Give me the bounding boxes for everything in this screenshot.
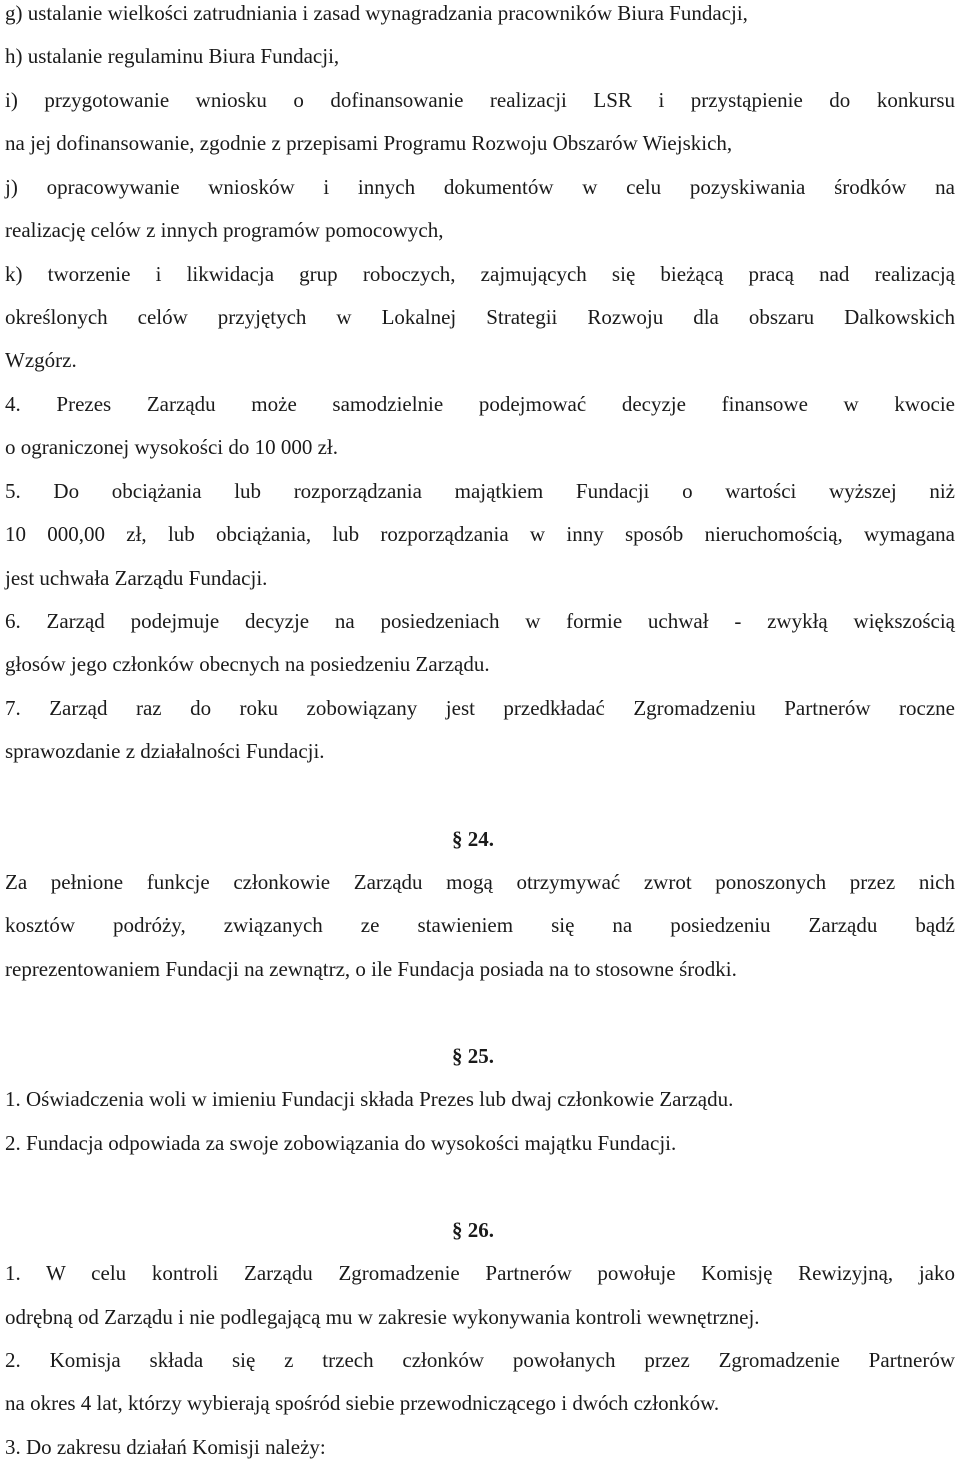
text-line: reprezentowaniem Fundacji na zewnątrz, o ile Fundacja posiada na to stosowne środki. xyxy=(5,957,737,981)
text-line: sprawozdanie z działalności Fundacji. xyxy=(5,739,325,763)
text-line: h) ustalanie regulaminu Biura Fundacji, xyxy=(5,44,340,68)
text-line: 1. W celu kontroli Zarządu Zgromadzenie Partnerów powołuje Komisję Rewizyjną, jako xyxy=(5,1261,955,1285)
text-line: Wzgórz. xyxy=(5,348,77,372)
text-line: określonych celów przyjętych w Lokalnej Strategii Rozwoju dla obszaru Dalkowskich xyxy=(5,305,955,329)
text-line: odrębną od Zarządu i nie podlegającą mu w zakresie wykonywania kontroli wewnętrznej. xyxy=(5,1305,760,1329)
text-line: g) ustalanie wielkości zatrudniania i zasad wynagradzania pracowników Biura Fundacji, xyxy=(5,1,748,25)
text-line: j) opracowywanie wniosków i innych dokumentów w celu pozyskiwania środków na xyxy=(5,175,955,199)
text-line: na okres 4 lat, którzy wybierają spośród siebie przewodniczącego i dwóch członków. xyxy=(5,1391,720,1415)
text-line: Za pełnione funkcje członkowie Zarządu mogą otrzymywać zwrot ponoszonych przez nich xyxy=(5,870,955,894)
text-line: 2. Fundacja odpowiada za swoje zobowiązania do wysokości majątku Fundacji. xyxy=(5,1131,677,1155)
text-line: na jej dofinansowanie, zgodnie z przepisami Programu Rozwoju Obszarów Wiejskich, xyxy=(5,131,733,155)
text-line: kosztów podróży, związanych ze stawieniem się na posiedzeniu Zarządu bądź xyxy=(5,913,955,937)
text-line: 4. Prezes Zarządu może samodzielnie podejmować decyzje finansowe w kwocie xyxy=(5,392,955,416)
section-heading: § 26. xyxy=(452,1218,494,1242)
text-line: 7. Zarząd raz do roku zobowiązany jest przedkładać Zgromadzeniu Partnerów roczne xyxy=(5,696,955,720)
text-line: 10 000,00 zł, lub obciążania, lub rozporządzania w inny sposób nieruchomością, wymagana xyxy=(5,522,955,546)
text-line: o ograniczonej wysokości do 10 000 zł. xyxy=(5,435,339,459)
text-line: 2. Komisja składa się z trzech członków powołanych przez Zgromadzenie Partnerów xyxy=(5,1348,955,1372)
text-line: 5. Do obciążania lub rozporządzania majątkiem Fundacji o wartości wyższej niż xyxy=(5,479,955,503)
section-heading: § 25. xyxy=(452,1044,494,1068)
text-line: realizację celów z innych programów pomocowych, xyxy=(5,218,444,242)
text-line: 3. Do zakresu działań Komisji należy: xyxy=(5,1435,326,1459)
text-line: głosów jego członków obecnych na posiedzeniu Zarządu. xyxy=(5,652,490,676)
text-line: k) tworzenie i likwidacja grup roboczych, zajmujących się bieżącą pracą nad realizacją xyxy=(5,262,955,286)
section-heading: § 24. xyxy=(452,827,494,851)
text-line: 6. Zarząd podejmuje decyzje na posiedzeniach w formie uchwał - zwykłą większością xyxy=(5,609,955,633)
text-line: i) przygotowanie wniosku o dofinansowanie realizacji LSR i przystąpienie do konkursu xyxy=(5,88,955,112)
text-line: 1. Oświadczenia woli w imieniu Fundacji składa Prezes lub dwaj członkowie Zarządu. xyxy=(5,1087,734,1111)
text-line: jest uchwała Zarządu Fundacji. xyxy=(5,566,268,590)
